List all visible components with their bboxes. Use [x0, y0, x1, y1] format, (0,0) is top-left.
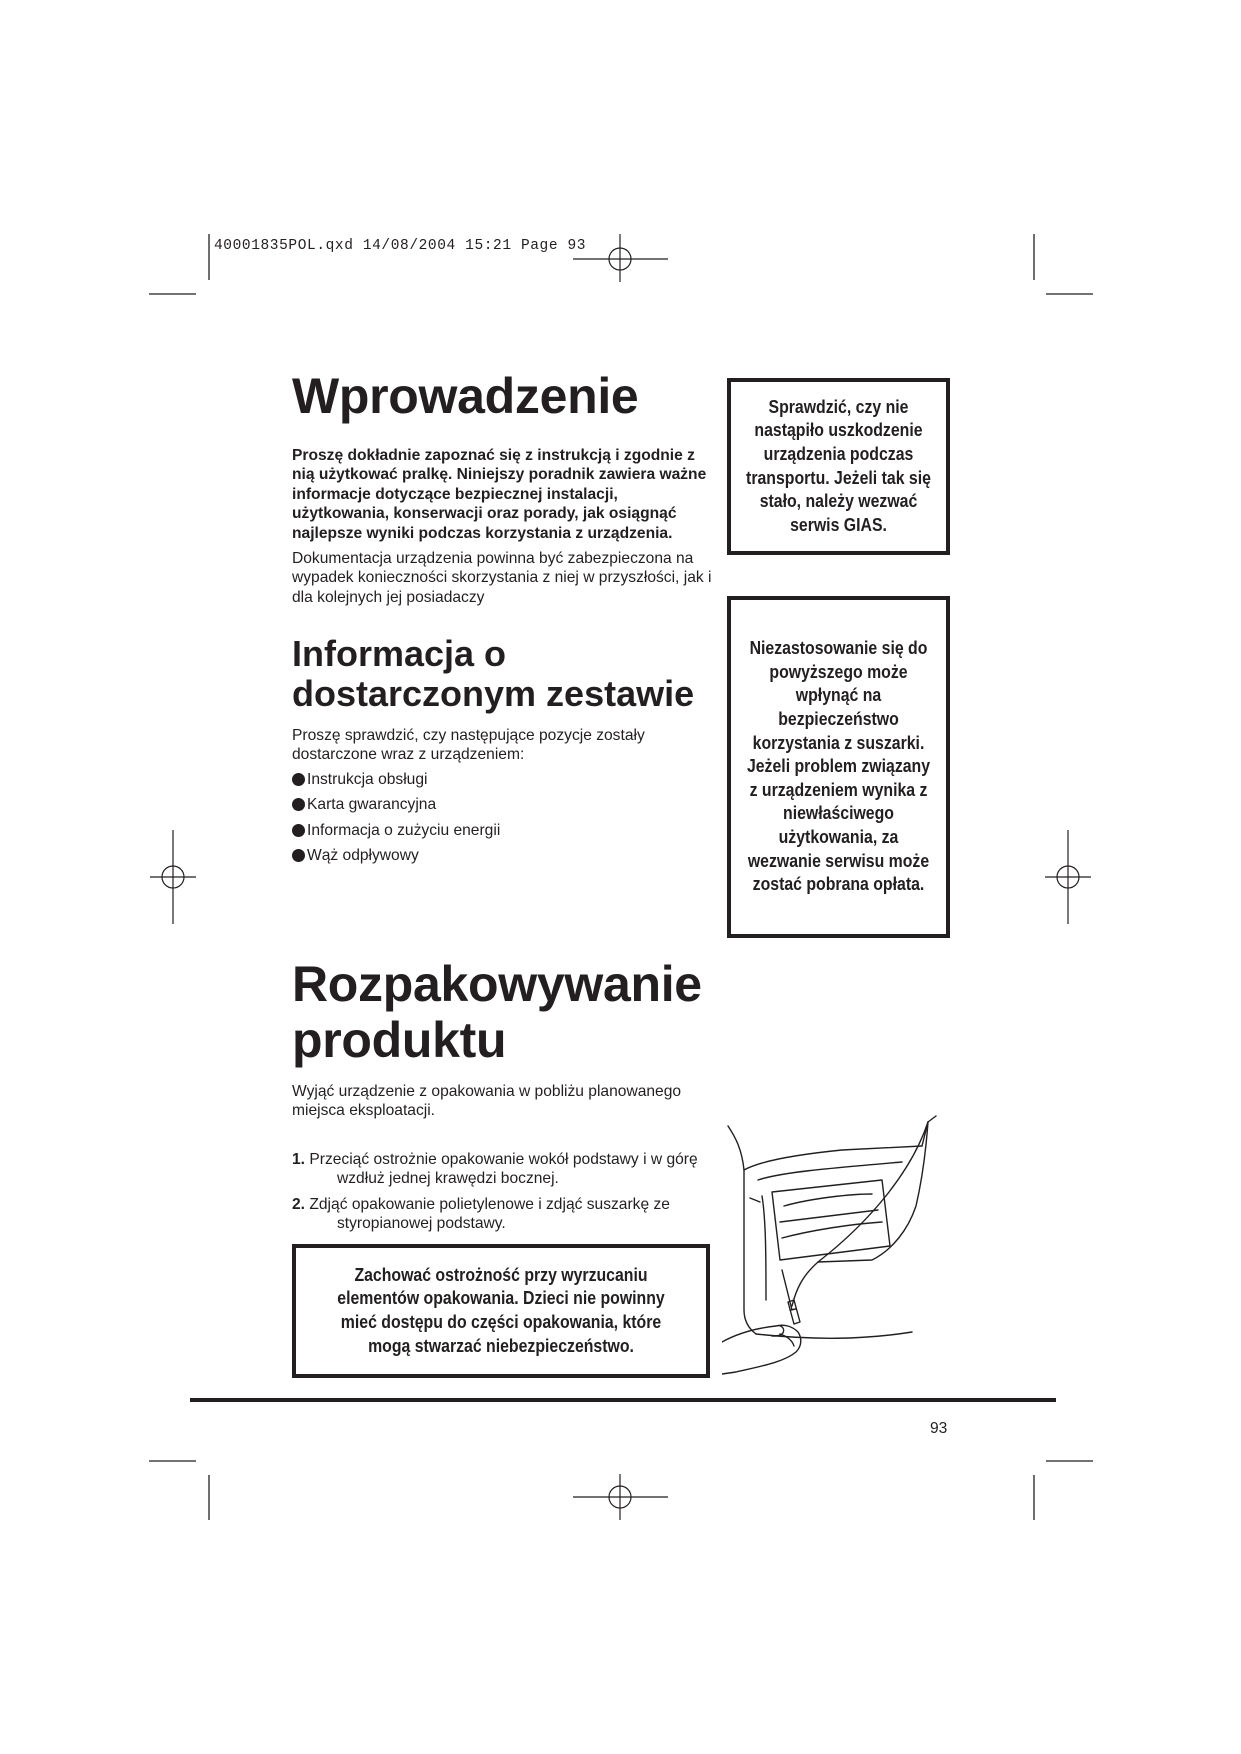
delivery-title-line2: dostarczonym zestawie: [292, 673, 695, 714]
page-number: 93: [930, 1420, 948, 1437]
unpacking-dryer-illustration: [722, 1110, 946, 1378]
unpack-title-line1: Rozpakowywanie: [292, 956, 702, 1012]
delivery-body: Proszę sprawdzić, czy następujące pozycje zostały dostarczone wraz z urządzeniem:: [292, 727, 645, 764]
list-item: 1. Przeciąć ostrożnie opakowanie wokół podstawy i w górę wzdłuż jednej krawędzi bocznej.: [292, 1151, 698, 1188]
unpack-body: Wyjąć urządzenie z opakowania w pobliżu planowanego miejsca eksploatacji.: [292, 1083, 682, 1120]
list-item: Informacja o zużyciu energii: [292, 821, 712, 840]
delivery-title-line1: Informacja o: [292, 633, 507, 674]
delivery-items-list: [292, 770, 712, 872]
packaging-warning-box: Zachować ostrożność przy wyrzucaniu elementów opakowania. Dzieci nie powinny mieć dostępu do części opakowania, które mogą stwarzać niebezpieczeństwo.: [292, 1244, 710, 1378]
intro-title: Wprowadzenie: [292, 368, 639, 424]
safety-notice-box: Niezastosowanie się do powyższego może wpłynąć na bezpieczeństwo korzystania z suszarki. Jeżeli problem związany z urządzeniem wynika z niewłaściwego użytkowania, za wezwanie serwisu może zostać pobrana opłata.: [727, 596, 950, 938]
unpack-title-line2: produktu: [292, 1012, 507, 1068]
list-item: 2. Zdjąć opakowanie polietylenowe i zdjąć suszarkę ze styropianowej podstawy.: [292, 1195, 670, 1233]
list-item: Instrukcja obsługi: [292, 770, 712, 789]
list-item: Wąż odpływowy: [292, 846, 712, 865]
unpack-steps-list: [292, 1150, 712, 1240]
transport-notice-box: Sprawdzić, czy nie nastąpiło uszkodzenie urządzenia podczas transportu. Jeżeli tak się stało, należy wezwać serwis GIAS.: [727, 378, 950, 555]
list-item: Karta gwarancyjna: [292, 795, 712, 814]
bullet-icon: [292, 849, 305, 862]
printer-slug: 40001835POL.qxd 14/08/2004 15:21 Page 93: [214, 238, 587, 254]
bullet-icon: [292, 824, 305, 837]
footer-rule: [190, 1398, 1056, 1402]
intro-lead: Proszę dokładnie zapoznać się z instrukcją i zgodnie z nią użytkować pralkę. Niniejszy poradnik zawiera ważne informacje dotyczące bezpiecznej instalacji, użytkowania, konserwacji oraz porady, jak osiągnąć najlepsze wyniki podczas korzystania z urządzenia.: [292, 447, 707, 542]
intro-body: Dokumentacja urządzenia powinna być zabezpieczona na wypadek konieczności skorzystania z niej w przyszłości, jak i dla kolejnych jej posiadaczy: [292, 550, 712, 606]
bullet-icon: [292, 798, 305, 811]
bullet-icon: [292, 773, 305, 786]
